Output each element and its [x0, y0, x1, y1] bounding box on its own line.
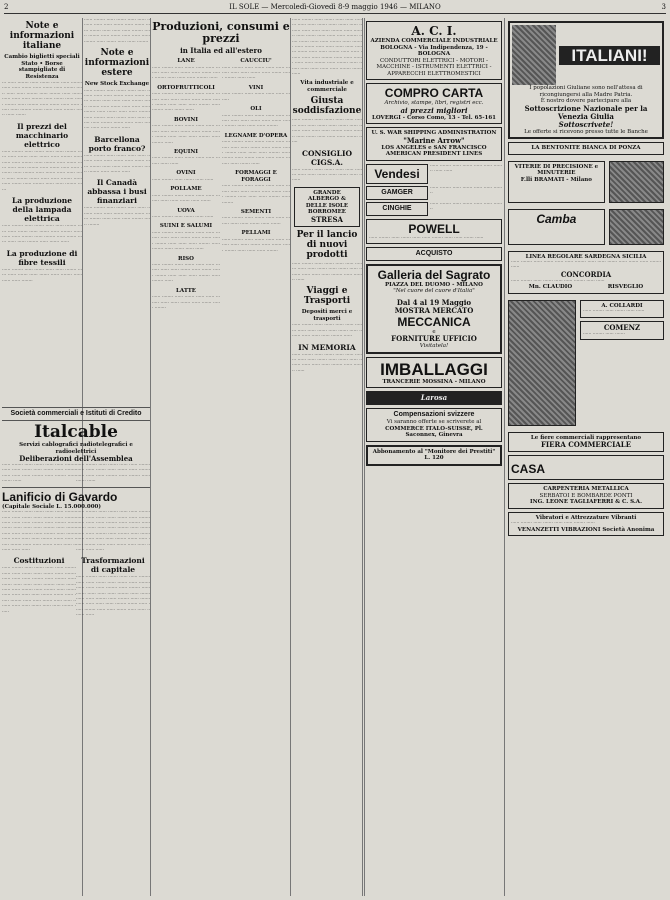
ad-city: STRESA — [311, 214, 343, 224]
ad-address: LOVERGI - Corso Como, 13 - Tel. 65-161 — [371, 114, 497, 121]
article-title: Il prezzi del macchinario elettrico — [15, 121, 69, 149]
article-title: Deliberazioni dell'Assemblea — [19, 454, 133, 463]
article-title: Barcellona porto franco? — [88, 134, 146, 153]
ad-title: CINGHIE — [382, 204, 412, 212]
article-text: ······ ········ ······ ······· ······ ······ ········ ······ ······ ······· ······ ······· ······ ········ ······ ······ ······ ········ ······ ········ ······ ······· ······ ······ ······ ········ ······ ······· ······ ······ ········ ······ ········ ······ ······· ······ ······ ······ ······ ········ ······· ······ ······ ········ ······ ······ ······· ······ ······ ········ ······ ······ — [76, 510, 150, 553]
italiani-ad — [508, 21, 664, 139]
ad-ship: Mn. CLAUDIO — [528, 284, 573, 291]
ad-title: GAMGER — [381, 188, 413, 196]
ad-call: Sottoscrivete! — [558, 119, 614, 129]
article-text: ······ ········ ······ ······· ······ ······ ········ ······ ······ ······· ······ ······· ······ ········ ······ ······ ······ ········ — [222, 237, 290, 254]
ad-text: ······ ········ ······ ······· ······ ······ ········ ······ — [511, 521, 595, 527]
article-text: ······ ········ ······ ······· ······ ······ ········ ······ ······ ······· ······ ······· ······ ········ ······ ······ ······ ········ ······ ········ ······ ······· ······ ······ ······ ········ ······ ······· ······ — [2, 224, 82, 246]
article-text: ······ ········ ······ ······· ······ ······ ········ ······ ······ ······· ······ ······· ······ ········ ······ ······ ······ ········ ······ — [292, 323, 362, 340]
article-title: Giusta soddisfazione — [292, 96, 362, 117]
article-text: ······ ········ ······ ······· ······ ······ ········ ······ ······ ······· ······ ······· ······ ········ ······ ······ ······ ········ ······ ········ ······ ······· ······ — [152, 92, 220, 114]
article-text: ······ ········ ······ ······· ······ ······ ········ ······ ······ ······· ······ ······· ······ ········ ······ ······ ······ ········ — [2, 267, 82, 284]
ad-text: ······ ········ ······ ······· ······ ······ ········ ······ ······ ······· ······ — [369, 235, 484, 241]
company-subtitle: Servizi cablografici radiotelegrafici e radioelettrici — [19, 442, 133, 455]
article-text: ······ ········ ······ ······· ······ ······ ········ ······ ······ ······· ······ ······· — [152, 193, 220, 205]
company-name: Italcable — [34, 422, 118, 442]
ad-address: PIAZZA DEL DUOMO - MILANO — [385, 281, 483, 288]
carpenteria-ad — [508, 483, 664, 509]
article-title: CONSIGLIO CIGS.A. — [301, 148, 352, 167]
commodity-heading: FORMAGGI E FORAGGI — [235, 170, 277, 183]
ad-title: POWELL — [408, 221, 460, 236]
ad-company: VENANZETTI VIBRAZIONI Società Anonima — [517, 526, 655, 533]
hotel-ad — [294, 187, 360, 227]
powell-ad — [366, 219, 502, 244]
ad-title: FIERA COMMERCIALE — [540, 440, 632, 450]
ad-title: A. COLLARDI — [601, 302, 643, 309]
commodity-heading: EQUINI — [174, 148, 198, 155]
ad-subtitle: AZIENDA COMMERCIALE INDUSTRIALE — [370, 38, 498, 44]
ad-text: Le fiere commerciali rappresentano — [530, 434, 642, 441]
ad-text: SERBATOI E BOMBARDE PONTI — [539, 492, 633, 499]
viterie-ad — [508, 161, 605, 203]
ad-title: ITALIANI! — [559, 46, 660, 65]
commodity-heading: POLLAME — [170, 186, 202, 193]
commodity-heading: OLI — [250, 106, 262, 113]
ad-ship: CONCORDIA — [560, 269, 612, 279]
ad-title: IMBALLAGGI — [380, 359, 488, 379]
vibratori-ad — [508, 512, 664, 536]
comenz-ad — [580, 321, 664, 340]
page-number: 2 — [4, 3, 9, 11]
article-text: ······ ········ ······ ······· ······ ······ ········ ······ ······ ······· ······ ······· ······ ········ ······ ······ ······ ········ ······ ········ ······ ······· ······ — [76, 463, 150, 485]
article-text: ······ ········ ······ ······· ······ ······ ········ ······ ······ ······· ······ ······· ······ ········ ······ ······ ······ ········ ······ ········ ······ ······· ······ ······ ······ ········ ······ ······· ······ ······ ········ ······ ········ ······ ······· ······ ······ ······ ······ ········ ······· ······ ······ ········ ······ ······ ······· ······ ······ ········ ······ ······ — [2, 510, 76, 553]
commodity-heading: CAUCCIU' — [240, 58, 272, 64]
aci-ad — [366, 21, 502, 80]
article-title: New Stock Exchange — [84, 81, 150, 88]
ad-title: LA BENTONITE BIANCA DI PONZA — [531, 145, 641, 151]
article-text: ······ ········ ······ ······· ······ ······ ········ — [222, 92, 290, 103]
article-text: ······ ········ ······ ······· ······ ······ ········ ······ ······ ······· ······ ······· ······ ········ ······ ······ — [222, 65, 290, 82]
page-header — [4, 3, 666, 14]
ad-text: ······ ········ ······ ······· ······ ······ ········ — [430, 185, 502, 196]
article-text: ······ ········ ······ ······· ······ ······ ········ ······ ······ ······· ······ ······· ······ ········ ······ ······ ······ ········ ······ ········ ······ ······· ······ ······ ······ ········ ······ ······· ······ ······ ········ — [84, 18, 150, 45]
article-text: ······ ········ ······ ······· ······ ······ ········ ······ ······ ······· ······ ······· ······ ········ ······ ······ ······ ········ ······ ········ ······ ······· ······ ······ ······ ········ ······ ······· ······ — [222, 140, 290, 167]
ad-text: Le offerte si ricevono presso tutte le Banche — [524, 128, 648, 135]
ad-slogan: "Nel cuore del cuore d'Italia" — [393, 288, 475, 295]
article-text: ······ ········ ······ ······· ······ ······ ········ ······ ······ ······· ······ ······· ······ ········ ······ ······ ······ ········ ······ ········ — [84, 206, 150, 228]
commodity-heading: LANE — [177, 58, 195, 64]
societa-section — [2, 405, 151, 896]
commodity-heading: BOVINI — [174, 116, 198, 123]
article-title: La produzione di fibre tessili — [6, 248, 78, 267]
ad-address: BOLOGNA - Via Indipendenza, 19 - BOLOGNA — [380, 44, 488, 57]
ad-line: AMERICAN PRESIDENT LINES — [385, 151, 483, 157]
section-subtitle: in Italia ed all'estero — [180, 46, 262, 55]
article-text: ······ ········ ······ ······· ······ ······ ········ ······ ······ ······· ······ ······· ······ ········ ······ ······ ······ ········ ······ ········ ······ — [152, 263, 220, 285]
article-title: IN MEMORIA — [298, 342, 356, 352]
commodity-heading: SEMENTI — [240, 208, 272, 215]
article-title: Costituzioni — [13, 556, 65, 566]
article-title: Per il lancio di nuovi prodotti — [296, 229, 358, 260]
article-title: Depositi merci e trasporti — [301, 309, 353, 322]
cinghie-ad — [366, 202, 428, 216]
ad-highlight: ai prezzi migliori — [400, 105, 468, 115]
ad-title: A. C. I. — [411, 24, 457, 38]
commodity-heading: LEGNAME D'OPERA — [224, 132, 288, 139]
ad-text: ······ ········ ······ ······· ······ ······ ········ ······ ······ — [511, 278, 605, 284]
ad-text: ······ ········ ······ ······· — [583, 331, 625, 337]
ad-text: Visitatela! — [419, 343, 449, 350]
galleria-ad — [366, 264, 502, 354]
article-text: ······ ········ ······ ······· ······ ······ ········ ······ ······ ······· ······ ······· ······ ········ ······ ······ ······ ········ — [222, 113, 290, 130]
article-text: ······ ········ ······ ······· ······ ······ ········ ······ ······ ······· ······ ······· ······ ········ ······ ······ ······ ········ ······ ········ ······ ······· ······ ······ ······ ········ ······ ······· ······ ······ ········ ······ ········ ······ ······· ······ ······ ······ ······ ········ ······· ······ ······ ········ ······ ······ ······· ······ ······ ········ ······ — [76, 575, 150, 619]
imballaggi-ad — [366, 357, 502, 389]
column-7-ads — [506, 18, 666, 896]
ad-text: Vi saranno offerte se scriverete al — [386, 419, 482, 426]
ad-illustration — [609, 161, 664, 203]
article-text: ······ ········ ······ ······· ······ ······ ········ ······ ······ ······· ······ ······· ······ ········ ······ ······ ······ ········ ······ ········ — [222, 184, 290, 206]
article-text: ······ ········ ······ ······· ······ ······ ········ ······ ······ ······· ······ ······· ······ ········ ······ ······ ······ ········ ······ ········ ······ ······· ······ — [84, 153, 150, 175]
ad-dates: Dal 4 al 19 Maggio — [396, 297, 472, 307]
ad-highlight: Sottoscrizione Nazionale per la Venezia Giulia — [524, 103, 648, 121]
ad-text: ······ ········ ······ ······· ······ ······ — [583, 309, 645, 315]
shipping-ad — [366, 127, 502, 161]
ad-text: ······ ········ ······ ······· ······ ······ ········ — [430, 201, 502, 212]
ad-text: MECCANICA — [397, 314, 471, 329]
section-title: Viaggi e Trasporti — [303, 286, 351, 307]
ad-title: Galleria del Sagrato — [377, 267, 491, 282]
ad-title: COMPRO CARTA — [384, 86, 484, 100]
commodity-heading: ORTOFRUTTICOLI — [157, 84, 215, 91]
article-title: Vita industriale e commerciale — [300, 80, 354, 93]
ad-title: U. S. WAR SHIPPING ADMINISTRATION — [371, 130, 497, 136]
ad-title: GRANDE ALBERGO & DELLE ISOLE BORROMEE — [305, 189, 349, 216]
ad-illustration — [609, 209, 664, 245]
commodity-heading: VINI — [248, 84, 264, 91]
ad-text: e — [432, 328, 436, 335]
fiera-ad — [508, 432, 664, 453]
section-title: Produzioni, consumi e prezzi — [152, 20, 290, 45]
ad-company: F.lli BRAMATI - Milano — [520, 176, 592, 183]
section-title: Note e informazioni estere — [84, 48, 150, 79]
article-text: ······ ········ ······ ······· ······ ······ ········ ······ ······ ······· ······ ······· ······ ········ ······ ······ ······ ········ ······ — [152, 65, 220, 82]
ad-illustration — [508, 300, 576, 426]
ad-title: Abbonamento al "Monitore dei Prestiti" L. 120 — [372, 448, 496, 462]
article-text: ······ ········ ······ ······· ······ ······ ········ ······ ······ ······· ······ ······· ······ ········ ······ ······ ······ ········ ······ ········ ······ ······· ······ ······ ······ ········ ······ — [292, 118, 362, 146]
ad-ship: RISVEGLIO — [607, 284, 644, 291]
sardegna-ad — [508, 251, 664, 294]
ad-text: ······ ········ ······ ······· ······ ······ ········ ······ ······ — [430, 163, 502, 174]
article-title: Trasformazioni di capitale — [81, 556, 145, 575]
article-text: ······ ········ ······ ······· ······ ······ ········ ······ ······ ······· ······ ······· ······ ········ ······ ······ ······ ········ ······ ········ ······ — [152, 124, 220, 146]
ad-address: TRANCERIE MOSSINA - MILANO — [382, 378, 486, 385]
article-text: ······ ········ ······ ······· ······ ······ ········ ······ ······ ······· ······ ······· ······ ········ ······ ······ ······ ········ ······ ········ ······ ······· ······ ······ ······ ········ ······ ······· ······ ······ ········ ······ ········ ······ ······· ······ ······ ······ ······ ········ ······· ······ ······ ········ ······ ······ ······· ······ ······ ········ ······ ······ ······· ······ ······ ········ ······ — [2, 566, 76, 615]
ad-text: Archivio, stampe, libri, registri ecc. — [384, 100, 484, 106]
camba-ad — [508, 209, 605, 245]
larosa-ad — [366, 391, 502, 405]
gamger-ad — [366, 186, 428, 200]
ad-route: LOS ANGELES e SAN FRANCISCO — [381, 144, 487, 151]
article-title: Cambio biglietti speciali Stato • Borse stampigliate di Resistenza — [4, 54, 80, 80]
column-3 — [152, 18, 291, 896]
masthead: IL SOLE — Mercoledì-Giovedì 8-9 maggio 1946 — MILANO — [229, 3, 441, 11]
ad-title: VITERIE DI PRECISIONE e MINUTERIE — [514, 163, 599, 176]
ad-text: MOSTRA MERCATO — [394, 305, 474, 315]
ad-ship: "Marine Arrow" — [403, 135, 465, 145]
article-title: Il Canadà abbassa i busi finanziari — [87, 178, 147, 206]
column-6-ads — [364, 18, 505, 896]
article-text: ······ ········ ······ ······· ······ ······ ········ ······ ······ ······· ······ ······· ······ ········ ······ ······ ······ ········ ······ ········ ······ — [292, 261, 362, 283]
ad-title: Vibratori e Attrezzature Vibranti — [535, 514, 637, 521]
ad-text: I popolazioni Giuliane sono nell'attesa di ricongiungersi alla Madre Patria. — [529, 85, 643, 98]
commodity-heading: OVINI — [176, 170, 196, 177]
ad-emblem — [512, 25, 556, 85]
ad-title: LINEA REGOLARE SARDEGNA SICILIA — [525, 253, 647, 260]
company-capital: (Capitale Sociale L. 15.000.000) — [2, 503, 101, 510]
article-text: ······ ········ ······ ······· ······ ······ — [152, 215, 214, 220]
ad-title: CARPENTERIA METALLICA — [543, 486, 629, 493]
page-number-right: 3 — [661, 3, 666, 11]
commodity-heading: RISO — [178, 255, 194, 262]
section-title: Società commerciali e Istituti di Credito — [10, 410, 142, 417]
article-text: ······ ········ ······ ······· ······ ······ ········ ······ ······ — [152, 156, 220, 167]
casa-ad — [508, 455, 664, 480]
ad-text: È nostro dovere partecipare alla — [540, 98, 632, 104]
article-text: ······ ········ ······ ······· ······ ······ ········ ······ ······ ······· ······ ······· ······ ········ ······ ······ ······ ········ ······ ········ ······ ······· ······ ······ ······ ········ ······ ······· ······ ······ ········ ······ ········ ······ ······· ······ ······ ······ ······ ········ ······· ······ ······ ········ ······ ······ ······· ······ ······ ········ ······ ······ ······· ······ ······ ········ ······ ········ ······ ······· ······ ······ ······ ······ ········ ······· ······ — [292, 18, 362, 78]
compro-carta-ad — [366, 83, 502, 124]
ad-title: ACQUISTO — [415, 249, 453, 257]
ad-title: Camba — [536, 211, 577, 226]
article-title: La produzione della lampada elettrica — [12, 196, 72, 224]
article-text: ······ ········ ······ ······· ······ ······ ········ ······ ······ ······· ······ ······· — [222, 216, 290, 227]
article-text: ······ ········ ······ ······· ······ ······ ········ ······ ······ ······· ······ ······· ······ ········ ······ ······ ······ ········ ······ ········ ······ ······· ······ ······ ······ ········ ······ ······· ······ ······ ········ ······ ········ ······ ······· ······ ······ ······ ······ ········ ······· ······ ······ ········ ······ ······ ······· ······ — [84, 88, 150, 132]
ad-company: ING. LEONE TAGLIAFERRI & C. S.A. — [530, 499, 642, 506]
article-text: ······ ········ ······ ······· ······ ······ ········ ······ ······ ······· ······ ······· ······ ········ ······ ······ ······ ········ ······ ········ ······ ······· ······ — [2, 463, 76, 485]
commodity-heading: UOVA — [177, 207, 195, 214]
acquisto-ad — [366, 247, 502, 261]
article-text: ······ ········ ······ ······· ······ ······ ········ ······ ······ ······· ······ ······· ······ ········ ······ ······ ······ ········ ······ ········ ······ — [292, 352, 362, 374]
company-name: Lanificio di Gavardo — [2, 489, 118, 504]
bentonite-ad — [508, 142, 664, 155]
article-text: ······ ········ ······ ······· ······ ······ ········ ······ ······ ······· ······ ······· ······ ········ ······ ······ ······ ········ ······ ········ ······ ······· ······ ······ ······ ········ ······ ······· ······ ······ ········ ······ ········ ······ ······· ······ ······ ······ ······ ········ ······· ······ ······ ········ ······ ······ ······· ······ ········ ······ ······ ········ ······ — [2, 149, 82, 193]
section-title: Note e informazioni italiane — [9, 21, 75, 51]
article-text: ··· ······ ········ ······ ······· ······ ······ ········ ······ ······ ······· ······ ······· ······ ········ ······ ······ ······ ········ ······ ········ ······ ······· ······ ······ ······ ········ ······ ······· ······ ······ ········ ······ ········ ······ ······· ······ ······ ······ ······ ········ ······· ······ ······ ········ ······ ······ ······· — [2, 81, 82, 119]
abbonamento-ad — [366, 445, 502, 466]
ad-text: FORNITURE UFFICIO — [391, 334, 477, 344]
ad-title: Compensazioni svizzere — [393, 411, 475, 419]
collardi-ad — [580, 300, 664, 318]
article-text: ······ ········ ······ ······· ······ ······ ········ ······ ······ ······· ······ ······· ······ ········ ······ ······ ······ ········ ······ ········ ······ ······· ······ ······ — [152, 230, 220, 253]
ad-address: COMMERCE ITALO-SUISSE, Pl. Saconnex, Ginevra — [385, 425, 483, 439]
commodity-heading: LATTE — [175, 287, 196, 294]
ad-text: CONDUTTORI ELETTRICI - MOTORI - MACCHINE - ISTRUMENTI ELETTRICI - APPARECCHI ELETTROMESTICI — [376, 57, 492, 77]
column-4 — [292, 18, 363, 896]
article-text: ······ ········ ······ ······· ······ ······ ········ ······ ······ ······· ······ ······· ······ ········ — [292, 167, 362, 184]
ad-title: Vendesi — [374, 166, 420, 181]
article-text: ······ ········ ······ ······· ······ ······ — [152, 177, 214, 183]
vendesi-ad — [366, 164, 428, 184]
ad-text: ······ ········ ······ ······· ······ ······ ········ ······ ······ ······· ······ ······· ······ ········ ······ — [511, 260, 661, 271]
article-text: ······ ········ ······ ······· ······ ······ ········ ······ ······ ······· ······ ······· ······ ········ — [152, 295, 220, 311]
commodity-heading: SUINI E SALUMI — [159, 223, 213, 230]
ad-title: Larosa — [420, 393, 448, 403]
ad-title: CASA — [511, 462, 546, 477]
compensazioni-ad — [366, 408, 502, 442]
commodity-heading: PELLAMI — [241, 230, 271, 237]
ad-title: COMENZ — [603, 322, 641, 332]
